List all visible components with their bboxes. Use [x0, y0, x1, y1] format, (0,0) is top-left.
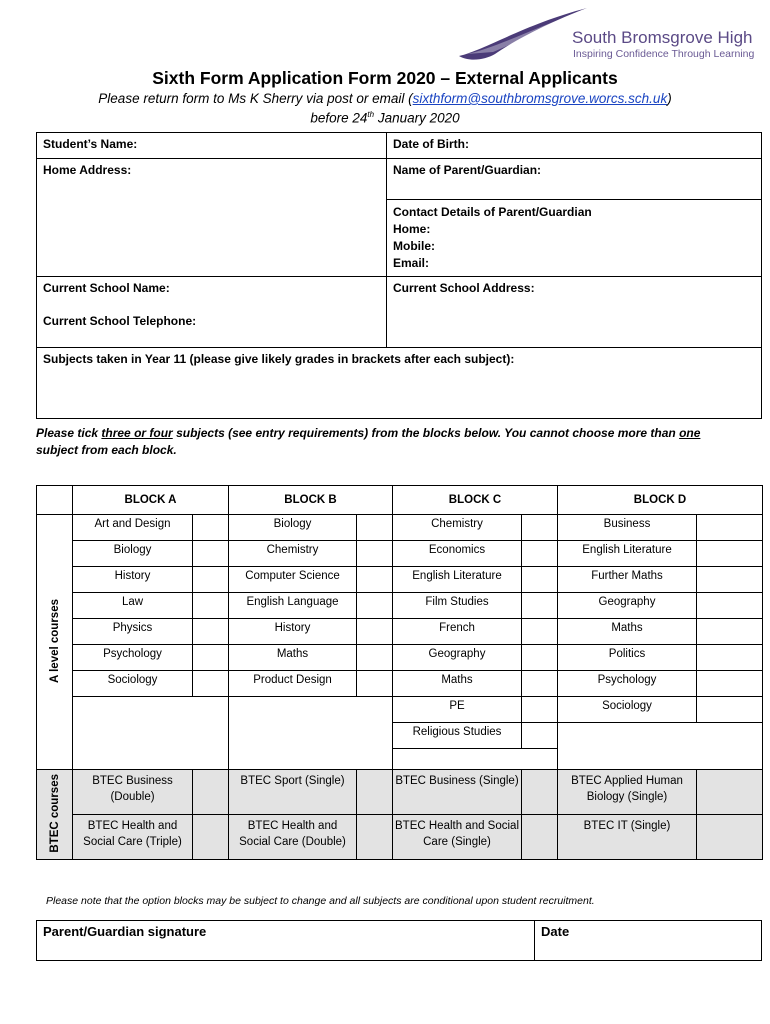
subject-cell: Geography	[558, 593, 697, 619]
tick-box[interactable]	[357, 815, 393, 860]
subject-cell: PE	[393, 697, 522, 723]
parent-signature-label: Parent/Guardian signature	[43, 924, 207, 939]
parent-name-field[interactable]	[387, 159, 762, 200]
tick-box[interactable]	[193, 770, 229, 815]
a-level-label: A level courses	[48, 598, 61, 683]
btec-subject-cell: BTEC Health and Social Care (Double)	[229, 815, 357, 860]
subject-cell: English Language	[229, 593, 357, 619]
subject-cell: Art and Design	[73, 515, 193, 541]
subject-cell: Maths	[393, 671, 522, 697]
tick-box[interactable]	[193, 815, 229, 860]
block-c-header: BLOCK C	[393, 486, 558, 515]
alevel-row	[37, 593, 763, 619]
a-level-label-cell	[37, 515, 73, 770]
alevel-row	[37, 515, 763, 541]
deadline	[0, 110, 770, 126]
school-logo-swoosh	[455, 4, 590, 64]
tick-box[interactable]	[357, 541, 393, 567]
option-blocks-table	[36, 485, 763, 860]
subject-cell: Chemistry	[229, 541, 357, 567]
school-tagline: Inspiring Confidence Through Learning	[573, 48, 755, 60]
tick-box[interactable]	[697, 619, 763, 645]
tick-box[interactable]	[522, 645, 558, 671]
tick-box[interactable]	[697, 645, 763, 671]
tick-box[interactable]	[697, 541, 763, 567]
student-name-label: Student’s Name:	[43, 137, 138, 151]
subject-cell: English Literature	[393, 567, 522, 593]
tick-box[interactable]	[522, 593, 558, 619]
dob-label: Date of Birth:	[393, 137, 469, 151]
subject-cell: Film Studies	[393, 593, 522, 619]
empty-cell	[229, 697, 393, 770]
btec-subject-cell: BTEC Business (Double)	[73, 770, 193, 815]
tick-box[interactable]	[697, 770, 763, 815]
tick-box[interactable]	[522, 723, 558, 749]
subject-cell: Geography	[393, 645, 522, 671]
instructions-part1: Please tick	[36, 426, 102, 440]
subject-cell: Law	[73, 593, 193, 619]
student-name-field[interactable]	[37, 133, 387, 159]
empty-cell	[73, 697, 229, 770]
subject-cell: Computer Science	[229, 567, 357, 593]
tick-box[interactable]	[522, 567, 558, 593]
subject-cell: Physics	[73, 619, 193, 645]
empty-cell	[558, 723, 763, 770]
signature-table	[36, 920, 762, 961]
student-details-table	[36, 132, 762, 419]
tick-box[interactable]	[522, 770, 558, 815]
subject-cell: Business	[558, 515, 697, 541]
tick-box[interactable]	[357, 567, 393, 593]
school-name: South Bromsgrove High	[572, 28, 753, 47]
tick-box[interactable]	[697, 697, 763, 723]
subject-cell: Biology	[73, 541, 193, 567]
subject-cell: Sociology	[73, 671, 193, 697]
dob-field[interactable]	[387, 133, 762, 159]
current-school-address-label: Current School Address:	[393, 281, 535, 295]
tick-box[interactable]	[522, 619, 558, 645]
current-school-telephone-label: Current School Telephone:	[43, 314, 197, 328]
subject-cell: Biology	[229, 515, 357, 541]
btec-subject-cell: BTEC Health and Social Care (Triple)	[73, 815, 193, 860]
tick-box[interactable]	[193, 645, 229, 671]
btec-subject-cell: BTEC Sport (Single)	[229, 770, 357, 815]
tick-box[interactable]	[522, 815, 558, 860]
subject-cell: Economics	[393, 541, 522, 567]
tick-box[interactable]	[697, 593, 763, 619]
alevel-row	[37, 619, 763, 645]
tick-box[interactable]	[357, 593, 393, 619]
block-b-header: BLOCK B	[229, 486, 393, 515]
year11-subjects-label: Subjects taken in Year 11 (please give likely grades in brackets after each subject):	[43, 352, 515, 366]
tick-box[interactable]	[697, 671, 763, 697]
subject-cell: Further Maths	[558, 567, 697, 593]
current-school-address-field[interactable]	[387, 277, 762, 348]
parent-contact-field[interactable]	[387, 200, 762, 277]
return-instructions-prefix: Please return form to Ms K Sherry via post or email (	[98, 91, 413, 106]
block-a-header: BLOCK A	[73, 486, 229, 515]
contact-details-label: Contact Details of Parent/Guardian	[393, 205, 592, 219]
tick-box[interactable]	[193, 593, 229, 619]
contact-email-label: Email:	[393, 256, 430, 270]
return-instructions	[0, 91, 770, 106]
subject-cell: Sociology	[558, 697, 697, 723]
alevel-row	[37, 541, 763, 567]
date-label: Date	[541, 924, 570, 939]
instructions-emph2: one	[679, 426, 701, 440]
tick-box[interactable]	[193, 671, 229, 697]
alevel-row	[37, 567, 763, 593]
subject-cell: Religious Studies	[393, 723, 522, 749]
btec-label-cell	[37, 770, 73, 860]
tick-box[interactable]	[522, 515, 558, 541]
email-link[interactable]: sixthform@southbromsgrove.worcs.sch.uk	[412, 91, 668, 106]
current-school-name-label: Current School Name:	[43, 281, 170, 295]
tick-box[interactable]	[357, 770, 393, 815]
tick-box[interactable]	[357, 515, 393, 541]
btec-subject-cell: BTEC Business (Single)	[393, 770, 522, 815]
contact-mobile-label: Mobile:	[393, 239, 435, 253]
subject-cell: Maths	[558, 619, 697, 645]
contact-home-label: Home:	[393, 222, 431, 236]
tick-box[interactable]	[522, 697, 558, 723]
tick-box[interactable]	[357, 619, 393, 645]
home-address-label: Home Address:	[43, 163, 132, 177]
instructions-part2: subjects (see entry requirements) from the blocks below. You cannot choose more than	[172, 426, 680, 440]
options-note: Please note that the option blocks may be subject to change and all subjects are conditional upon student recruitment.	[46, 895, 595, 907]
tick-box[interactable]	[697, 567, 763, 593]
tick-instructions	[36, 425, 736, 459]
current-school-field[interactable]	[37, 277, 387, 348]
subject-cell: English Literature	[558, 541, 697, 567]
subject-cell: Psychology	[73, 645, 193, 671]
parent-name-label: Name of Parent/Guardian:	[393, 163, 542, 177]
btec-label: BTEC courses	[48, 773, 61, 853]
btec-subject-cell: BTEC Applied Human Biology (Single)	[558, 770, 697, 815]
tick-box[interactable]	[193, 515, 229, 541]
year11-subjects-field[interactable]	[37, 348, 762, 419]
tick-box[interactable]	[193, 567, 229, 593]
btec-subject-cell: BTEC Health and Social Care (Single)	[393, 815, 522, 860]
instructions-emph1: three or four	[101, 426, 173, 440]
subject-cell: Psychology	[558, 671, 697, 697]
subject-cell: Product Design	[229, 671, 357, 697]
return-instructions-suffix: )	[667, 91, 672, 106]
btec-row	[37, 815, 763, 860]
alevel-row	[37, 645, 763, 671]
tick-box[interactable]	[522, 541, 558, 567]
home-address-field[interactable]	[37, 159, 387, 277]
deadline-sup: th	[367, 110, 375, 119]
alevel-row	[37, 697, 763, 723]
subject-cell: French	[393, 619, 522, 645]
tick-box[interactable]	[522, 671, 558, 697]
subject-cell: Chemistry	[393, 515, 522, 541]
parent-signature-field[interactable]	[37, 921, 535, 961]
deadline-suffix: January 2020	[374, 110, 460, 126]
alevel-row	[37, 671, 763, 697]
subject-cell: Maths	[229, 645, 357, 671]
instructions-part3: subject from each block.	[36, 443, 177, 457]
deadline-prefix: before 24	[310, 110, 368, 126]
tick-box[interactable]	[193, 541, 229, 567]
btec-row	[37, 770, 763, 815]
btec-subject-cell: BTEC IT (Single)	[558, 815, 697, 860]
subject-cell: History	[229, 619, 357, 645]
subject-cell: Politics	[558, 645, 697, 671]
subject-cell: History	[73, 567, 193, 593]
block-d-header: BLOCK D	[558, 486, 763, 515]
date-field[interactable]	[535, 921, 762, 961]
tick-box[interactable]	[357, 645, 393, 671]
tick-box[interactable]	[193, 619, 229, 645]
tick-box[interactable]	[357, 671, 393, 697]
tick-box[interactable]	[697, 815, 763, 860]
corner-cell	[37, 486, 73, 515]
tick-box[interactable]	[697, 515, 763, 541]
empty-cell	[393, 749, 558, 770]
form-title: Sixth Form Application Form 2020 – External Applicants	[152, 68, 618, 88]
